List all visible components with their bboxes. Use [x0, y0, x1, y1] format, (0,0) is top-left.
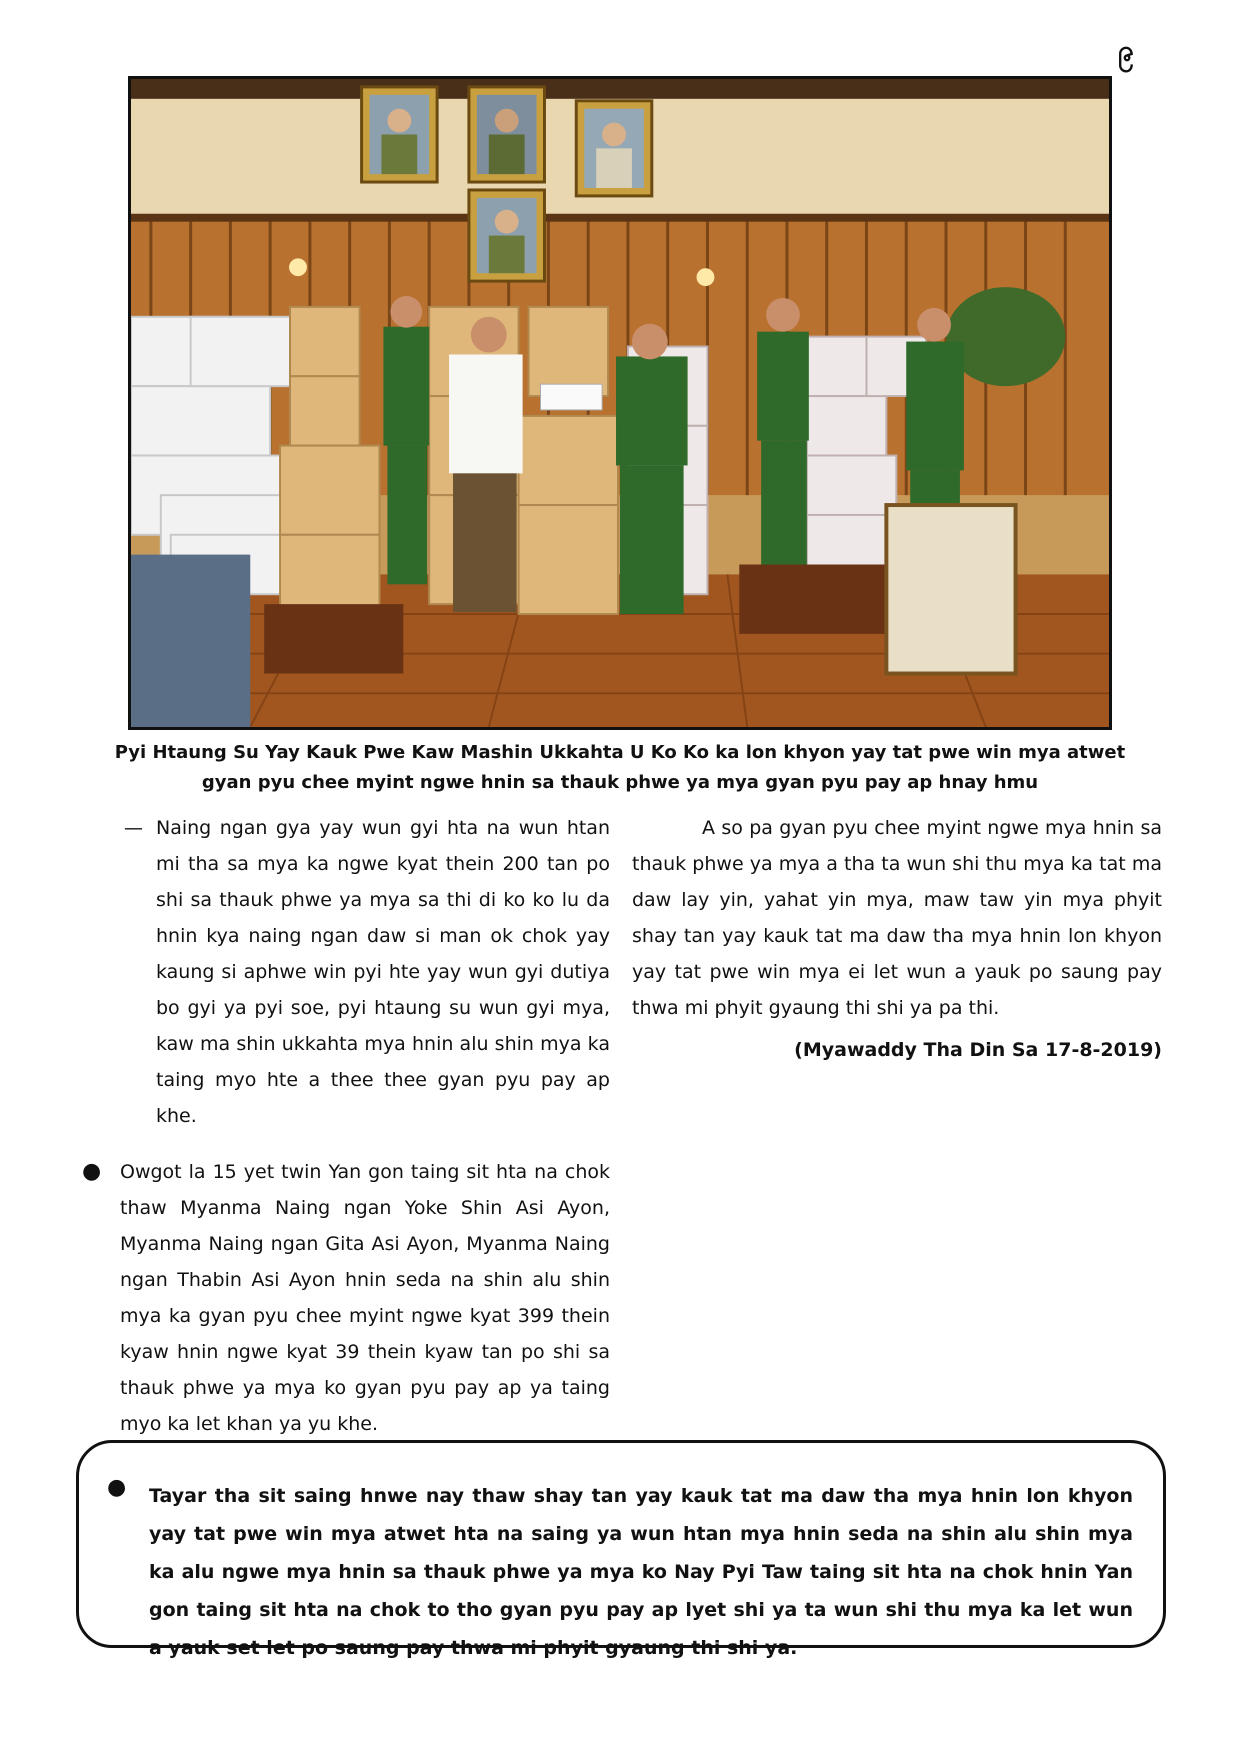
- dash-marker: —: [124, 817, 143, 839]
- bullet-list-item: [80, 1154, 610, 1442]
- photo-caption: Pyi Htaung Su Yay Kauk Pwe Kaw Mashin Ukkahta U Ko Ko ka lon khyon yay tat pwe win mya atwet gyan pyu chee myint ngwe hnin sa thauk phwe ya mya gyan pyu pay ap hnay hmu: [114, 742, 1126, 793]
- bullet-item-text: Owgot la 15 yet twin Yan gon taing sit hta na chok thaw Myanma Naing ngan Yoke Shin Asi Ayon, Myanma Naing ngan Gita Asi Ayon, Myanma Naing ngan Thabin Asi Ayon hnin seda na shin alu shin mya ka gyan pyu chee myint ngwe kyat 399 thein kyaw hnin ngwe kyat 39 thein kyaw tan po shi sa thauk phwe ya mya ko gyan pyu pay ap ya taing myo ka let khan ya yu khe.: [120, 1161, 610, 1435]
- right-column: [632, 810, 1162, 1068]
- page-number: ၉: [1118, 34, 1134, 67]
- left-column: [80, 810, 610, 1442]
- dash-item-text: Naing ngan gya yay wun gyi hta na wun htan mi tha sa mya ka ngwe kyat thein 200 tan po shi sa thauk phwe ya mya sa thi di ko ko lu da hnin kya naing ngan daw si man ok chok yay kaung si aphwe win pyi hte yay wun gyi dutiya bo gyi ya pyi soe, pyi htaung su wun gyi mya, kaw ma shin ukkahta mya hnin alu shin mya ka taing myo hte a thee thee gyan pyu pay ap khe.: [156, 817, 610, 1127]
- summary-box: [76, 1440, 1166, 1659]
- right-paragraph: A so pa gyan pyu chee myint ngwe mya hnin sa thauk phwe ya mya a tha ta wun shi thu mya ka tat ma daw lay yin, yahat yin mya, maw taw yin mya phyit shay tan yay kauk tat ma daw tha mya hnin lon khyon yay tat pwe win mya ei let wun a yauk po saung pay thwa mi phyit gyaung thi shi ya pa thi.: [632, 817, 1162, 1019]
- bullet-icon: ●: [82, 1159, 102, 1184]
- donation-photo: [128, 76, 1112, 730]
- bullet-icon: ●: [107, 1475, 127, 1500]
- dash-list-item: [80, 810, 610, 1134]
- donation-photo-drawing: [131, 79, 1109, 727]
- source-citation: (Myawaddy Tha Din Sa 17-8-2019): [794, 1039, 1162, 1061]
- summary-text: Tayar tha sit saing hnwe nay thaw shay tan yay kauk tat ma daw tha mya hnin lon khyon yay tat pwe win mya atwet hta na saing ya wun htan mya hnin seda na shin alu shin mya ka alu ngwe mya hnin sa thauk phwe ya mya ko Nay Pyi Taw taing sit hta na chok hnin Yan gon taing sit hta na chok to tho gyan pyu pay ap lyet shi ya ta wun shi thu mya ka let wun a yauk set let po saung pay thwa mi phyit gyaung thi shi ya.: [149, 1485, 1133, 1659]
